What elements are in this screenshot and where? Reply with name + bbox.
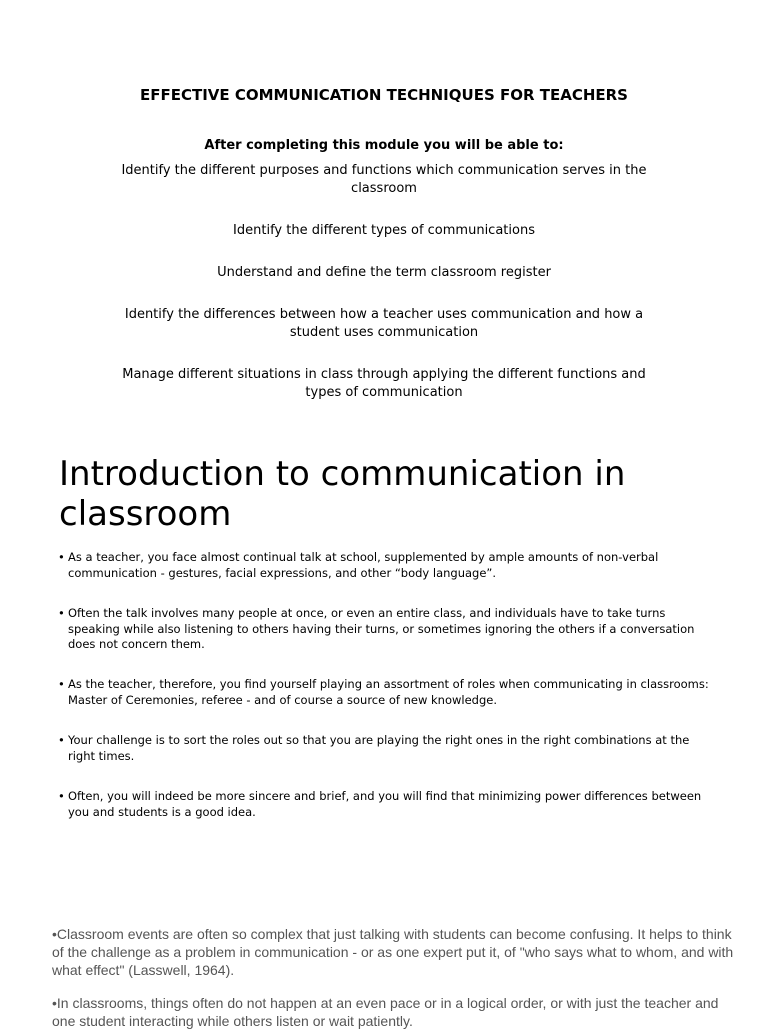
bullet-item	[58, 606, 718, 653]
bullet-marker: •	[58, 789, 65, 803]
bullet-text: Often the talk involves many people at once, or even an entire class, and individuals have to take turns speaking while also listening to others having their turns, or sometimes ignoring the others if a conversation does not concern them.	[68, 606, 695, 651]
objective-item: Manage different situations in class through applying the different functions and types of communication	[122, 367, 646, 400]
bullet-item	[58, 789, 718, 820]
bullet-item	[58, 733, 718, 764]
bullet-item	[58, 677, 718, 708]
bullet-marker: •	[58, 733, 65, 747]
module-objectives-intro: After completing this module you will be able to:	[204, 138, 564, 153]
objective-item: Identify the different purposes and functions which communication serves in the classroom	[121, 163, 647, 196]
body-paragraph: •In classrooms, things often do not happen at an even pace or in a logical order, or with just the teacher and one student interacting while others listen or wait patiently.	[52, 995, 719, 1029]
bullet-text: As a teacher, you face almost continual talk at school, supplemented by ample amounts of non-verbal communication - gestures, facial expressions, and other “body language”.	[68, 550, 659, 580]
section-heading: Introduction to communication in classroom	[59, 454, 626, 534]
bullet-text: Your challenge is to sort the roles out so that you are playing the right ones in the right combinations at the right times.	[68, 733, 690, 763]
bullet-marker: •	[58, 677, 65, 691]
page-title: EFFECTIVE COMMUNICATION TECHNIQUES FOR TEACHERS	[139, 86, 628, 104]
bullet-item	[58, 550, 718, 581]
bullet-marker: •	[58, 606, 65, 620]
bullet-text: As the teacher, therefore, you find yourself playing an assortment of roles when communicating in classrooms: Master of Ceremonies, referee - and of course a source of new knowledge.	[68, 677, 709, 707]
objective-item: Understand and define the term classroom register	[217, 265, 551, 280]
bullet-text: Often, you will indeed be more sincere and brief, and you will find that minimizing power differences between you and students is a good idea.	[68, 789, 702, 819]
objective-item: Identify the differences between how a teacher uses communication and how a student uses communication	[124, 307, 644, 340]
objective-item: Identify the different types of communications	[233, 223, 535, 238]
body-paragraph: •Classroom events are often so complex that just talking with students can become confusing. It helps to think of the challenge as a problem in communication - or as one expert put it, of "who says what to whom, and with what effect" (Lasswell, 1964).	[52, 926, 734, 978]
bullet-marker: •	[58, 550, 65, 564]
